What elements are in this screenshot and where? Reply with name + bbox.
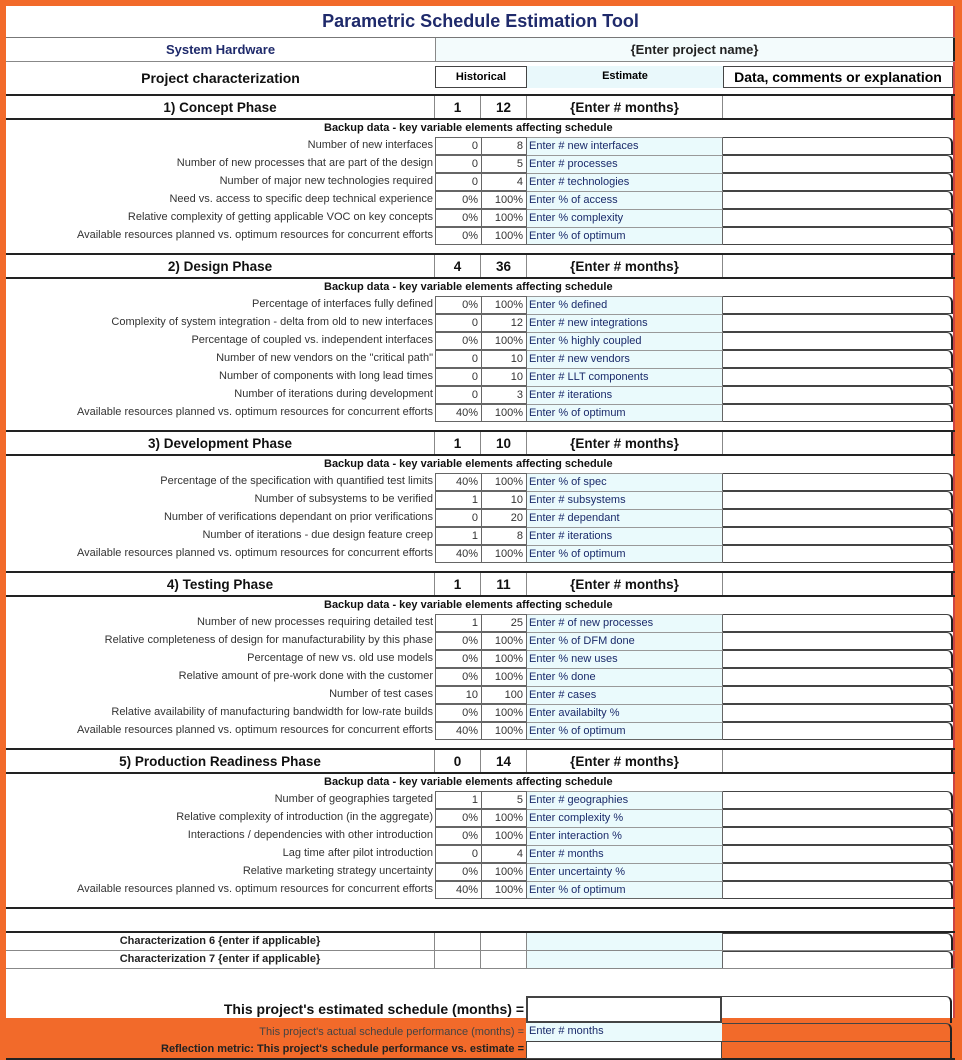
variable-row	[6, 314, 955, 332]
characterization-header: Project characterization	[141, 70, 300, 86]
characterizations-container	[6, 933, 955, 969]
variable-min: 40%	[435, 473, 481, 491]
variable-row	[6, 227, 955, 245]
variable-max: 100%	[481, 296, 527, 314]
variable-row	[6, 527, 955, 545]
characterization-hist-min[interactable]	[435, 933, 481, 950]
variable-label: Number of new processes requiring detailed test	[196, 616, 433, 628]
phase-name: 1) Concept Phase	[6, 96, 435, 118]
historical-max: 14	[481, 750, 527, 772]
variable-estimate-input[interactable]: Enter % of optimum	[527, 722, 723, 740]
characterization-label: Characterization 6 {enter if applicable}	[6, 933, 435, 950]
variable-comment-input[interactable]	[723, 650, 953, 668]
variable-max: 4	[481, 845, 527, 863]
variable-min: 0%	[435, 827, 481, 845]
variable-comment-input[interactable]	[723, 491, 953, 509]
variable-row	[6, 173, 955, 191]
backup-data-label	[6, 279, 955, 296]
variable-label: Available resources planned vs. optimum resources for concurrent efforts	[76, 724, 433, 736]
variable-row	[6, 155, 955, 173]
comments-header: Data, comments or explanation	[723, 66, 953, 88]
phase-name: 5) Production Readiness Phase	[6, 750, 435, 772]
actual-schedule-comment[interactable]	[722, 1023, 952, 1041]
backup-data-label	[6, 120, 955, 137]
variable-max: 100%	[481, 332, 527, 350]
variable-comment-input[interactable]	[723, 209, 953, 227]
variable-max: 100%	[481, 191, 527, 209]
variable-max: 12	[481, 314, 527, 332]
reflection-metric-label: Reflection metric: This project's schedule performance vs. estimate =	[161, 1043, 524, 1055]
variable-estimate-input[interactable]: Enter # geographies	[527, 791, 723, 809]
variable-row	[6, 350, 955, 368]
phase-divider	[6, 563, 955, 573]
historical-max: 12	[481, 96, 527, 118]
variable-estimate-input[interactable]: Enter % defined	[527, 296, 723, 314]
historical-max: 36	[481, 255, 527, 277]
variable-label: Number of verifications dependant on prior verifications	[163, 511, 433, 523]
variable-max: 100%	[481, 650, 527, 668]
phase-divider	[6, 740, 955, 750]
variable-row	[6, 632, 955, 650]
phase-comment-input[interactable]	[723, 573, 953, 595]
variable-min: 0	[435, 137, 481, 155]
variable-min: 0%	[435, 863, 481, 881]
characterization-hist-max[interactable]	[481, 933, 527, 950]
variable-comment-input[interactable]	[723, 704, 953, 722]
phase-divider	[6, 245, 955, 255]
variable-comment-input[interactable]	[723, 527, 953, 545]
variable-max: 10	[481, 350, 527, 368]
variable-min: 1	[435, 614, 481, 632]
variable-estimate-input[interactable]: Enter % of optimum	[527, 227, 723, 245]
variable-row	[6, 545, 955, 563]
project-category: System Hardware	[6, 38, 436, 61]
variable-estimate-input[interactable]: Enter # iterations	[527, 527, 723, 545]
variable-min: 0%	[435, 332, 481, 350]
phase-row	[6, 573, 955, 597]
historical-max: 11	[481, 573, 527, 595]
actual-schedule-input[interactable]: Enter # months	[526, 1023, 722, 1041]
variable-row	[6, 296, 955, 314]
variable-min: 0	[435, 155, 481, 173]
variable-label: Complexity of system integration - delta from old to new interfaces	[111, 316, 433, 328]
variable-min: 0%	[435, 209, 481, 227]
variable-max: 100%	[481, 632, 527, 650]
historical-min: 4	[435, 255, 481, 277]
variable-max: 100%	[481, 704, 527, 722]
estimated-schedule-comment[interactable]	[722, 996, 952, 1023]
variable-comment-input[interactable]	[723, 173, 953, 191]
variable-estimate-input[interactable]: Enter # technologies	[527, 173, 723, 191]
variable-comment-input[interactable]	[723, 332, 953, 350]
project-name-input[interactable]: {Enter project name}	[436, 38, 955, 61]
variable-comment-input[interactable]	[723, 863, 953, 881]
variable-max: 4	[481, 173, 527, 191]
phase-comment-input[interactable]	[723, 750, 953, 772]
variable-comment-input[interactable]	[723, 809, 953, 827]
variable-row	[6, 791, 955, 809]
variable-estimate-input[interactable]: Enter % of access	[527, 191, 723, 209]
variable-comment-input[interactable]	[723, 368, 953, 386]
variable-comment-input[interactable]	[723, 191, 953, 209]
variable-min: 0%	[435, 809, 481, 827]
characterization-comment-input[interactable]	[723, 951, 953, 968]
variable-label: Relative amount of pre-work done with the customer	[178, 670, 433, 682]
actual-schedule-row	[6, 1023, 955, 1041]
characterization-hist-min[interactable]	[435, 951, 481, 968]
variable-max: 100%	[481, 668, 527, 686]
variable-label: Number of iterations - due design feature creep	[202, 529, 433, 541]
variable-max: 10	[481, 368, 527, 386]
variable-row	[6, 386, 955, 404]
variable-estimate-input[interactable]: Enter % done	[527, 668, 723, 686]
characterization-estimate-input[interactable]	[527, 933, 723, 950]
actual-schedule-label: This project's actual schedule performance (months) =	[259, 1025, 524, 1038]
variable-comment-input[interactable]	[723, 881, 953, 899]
backup-data-label	[6, 456, 955, 473]
variable-label: Relative completeness of design for manufacturability by this phase	[104, 634, 433, 646]
variable-label: Number of new interfaces	[307, 139, 433, 151]
variable-min: 0	[435, 314, 481, 332]
variable-estimate-input[interactable]: Enter % of optimum	[527, 404, 723, 422]
variable-comment-input[interactable]	[723, 386, 953, 404]
variable-min: 0%	[435, 650, 481, 668]
page-title: Parametric Schedule Estimation Tool	[6, 6, 955, 38]
variable-row	[6, 473, 955, 491]
variable-label: Relative complexity of introduction (in the aggregate)	[176, 811, 433, 823]
variable-estimate-input[interactable]: Enter # subsystems	[527, 491, 723, 509]
variable-estimate-input[interactable]: Enter % new uses	[527, 650, 723, 668]
variable-estimate-input[interactable]: Enter % complexity	[527, 209, 723, 227]
variable-label: Percentage of new vs. old use models	[247, 652, 433, 664]
backup-data-text: Backup data - key variable elements affecting schedule	[324, 599, 613, 611]
historical-header: Historical	[435, 66, 527, 88]
variable-max: 100	[481, 686, 527, 704]
characterization-row	[6, 951, 955, 969]
variable-row	[6, 191, 955, 209]
variable-estimate-input[interactable]: Enter # iterations	[527, 386, 723, 404]
phase-name: 3) Development Phase	[6, 432, 435, 454]
phases-container	[6, 96, 955, 909]
variable-comment-input[interactable]	[723, 509, 953, 527]
variable-max: 5	[481, 155, 527, 173]
variable-row	[6, 137, 955, 155]
variable-label: Percentage of interfaces fully defined	[251, 298, 433, 310]
variable-max: 100%	[481, 881, 527, 899]
variable-row	[6, 845, 955, 863]
variable-row	[6, 881, 955, 899]
variable-comment-input[interactable]	[723, 614, 953, 632]
variable-min: 1	[435, 491, 481, 509]
phase-row	[6, 255, 955, 279]
variable-row	[6, 209, 955, 227]
variable-estimate-input[interactable]: Enter % highly coupled	[527, 332, 723, 350]
estimated-schedule-row	[6, 995, 955, 1023]
variable-label: Available resources planned vs. optimum resources for concurrent efforts	[76, 547, 433, 559]
variable-comment-input[interactable]	[723, 350, 953, 368]
variable-estimate-input[interactable]: Enter # new vendors	[527, 350, 723, 368]
spacer	[6, 909, 955, 933]
variable-row	[6, 368, 955, 386]
variable-min: 0	[435, 386, 481, 404]
phase-comment-input[interactable]	[723, 432, 953, 454]
phase-estimate-input[interactable]: {Enter # months}	[527, 750, 723, 772]
variable-max: 5	[481, 791, 527, 809]
variable-estimate-input[interactable]: Enter # LLT components	[527, 368, 723, 386]
variable-min: 40%	[435, 881, 481, 899]
variable-label: Number of new vendors on the "critical path"	[216, 352, 433, 364]
schedule-estimation-sheet	[6, 6, 955, 1060]
phase-name: 4) Testing Phase	[6, 573, 435, 595]
variable-comment-input[interactable]	[723, 404, 953, 422]
variable-estimate-input[interactable]: Enter # new interfaces	[527, 137, 723, 155]
variable-comment-input[interactable]	[723, 632, 953, 650]
phase-estimate-input[interactable]: {Enter # months}	[527, 432, 723, 454]
variable-comment-input[interactable]	[723, 722, 953, 740]
historical-min: 1	[435, 96, 481, 118]
variable-comment-input[interactable]	[723, 227, 953, 245]
variable-label: Number of test cases	[329, 688, 433, 700]
variable-max: 100%	[481, 209, 527, 227]
variable-min: 10	[435, 686, 481, 704]
phase-estimate-input[interactable]: {Enter # months}	[527, 96, 723, 118]
variable-max: 100%	[481, 473, 527, 491]
variable-row	[6, 704, 955, 722]
phase-estimate-input[interactable]: {Enter # months}	[527, 573, 723, 595]
variable-estimate-input[interactable]: Enter complexity %	[527, 809, 723, 827]
variable-label: Number of new processes that are part of the design	[176, 157, 433, 169]
characterization-estimate-input[interactable]	[527, 951, 723, 968]
variable-estimate-input[interactable]: Enter % of spec	[527, 473, 723, 491]
variable-estimate-input[interactable]: Enter availabilty %	[527, 704, 723, 722]
variable-comment-input[interactable]	[723, 668, 953, 686]
column-header-row	[6, 62, 955, 96]
phase-row	[6, 96, 955, 120]
variable-label: Number of components with long lead times	[219, 370, 433, 382]
variable-label: Need vs. access to specific deep technical experience	[169, 193, 433, 205]
characterization-row	[6, 933, 955, 951]
variable-row	[6, 827, 955, 845]
variable-label: Available resources planned vs. optimum resources for concurrent efforts	[76, 229, 433, 241]
reflection-metric-comment[interactable]	[722, 1041, 952, 1059]
historical-min: 0	[435, 750, 481, 772]
variable-estimate-input[interactable]: Enter # months	[527, 845, 723, 863]
variable-label: Available resources planned vs. optimum resources for concurrent efforts	[76, 883, 433, 895]
variable-min: 40%	[435, 722, 481, 740]
estimated-schedule-value[interactable]	[526, 996, 722, 1023]
variable-label: Relative complexity of getting applicable VOC on key concepts	[127, 211, 433, 223]
variable-comment-input[interactable]	[723, 845, 953, 863]
variable-row	[6, 332, 955, 350]
variable-estimate-input[interactable]: Enter # cases	[527, 686, 723, 704]
phase-estimate-input[interactable]: {Enter # months}	[527, 255, 723, 277]
variable-max: 100%	[481, 809, 527, 827]
estimate-header: Estimate	[527, 66, 723, 88]
variable-row	[6, 668, 955, 686]
characterization-hist-max[interactable]	[481, 951, 527, 968]
variable-min: 0%	[435, 632, 481, 650]
reflection-metric-value[interactable]	[526, 1041, 722, 1059]
variable-min: 40%	[435, 545, 481, 563]
historical-min: 1	[435, 573, 481, 595]
variable-label: Number of iterations during development	[234, 388, 433, 400]
variable-estimate-input[interactable]: Enter interaction %	[527, 827, 723, 845]
variable-max: 100%	[481, 227, 527, 245]
variable-min: 0	[435, 368, 481, 386]
variable-comment-input[interactable]	[723, 791, 953, 809]
variable-estimate-input[interactable]: Enter % of optimum	[527, 545, 723, 563]
variable-row	[6, 686, 955, 704]
backup-data-text: Backup data - key variable elements affecting schedule	[324, 776, 613, 788]
backup-data-text: Backup data - key variable elements affecting schedule	[324, 458, 613, 470]
variable-max: 25	[481, 614, 527, 632]
variable-comment-input[interactable]	[723, 314, 953, 332]
variable-min: 1	[435, 527, 481, 545]
phase-divider	[6, 899, 955, 909]
variable-label: Number of subsystems to be verified	[254, 493, 433, 505]
variable-estimate-input[interactable]: Enter uncertainty %	[527, 863, 723, 881]
variable-comment-input[interactable]	[723, 545, 953, 563]
variable-max: 100%	[481, 827, 527, 845]
variable-max: 100%	[481, 545, 527, 563]
variable-row	[6, 722, 955, 740]
variable-row	[6, 404, 955, 422]
backup-data-text: Backup data - key variable elements affecting schedule	[324, 122, 613, 134]
reflection-metric-row	[6, 1041, 955, 1060]
variable-comment-input[interactable]	[723, 827, 953, 845]
variable-label: Percentage of coupled vs. independent interfaces	[191, 334, 433, 346]
variable-min: 1	[435, 791, 481, 809]
backup-data-text: Backup data - key variable elements affecting schedule	[324, 281, 613, 293]
phase-divider	[6, 422, 955, 432]
variable-min: 0%	[435, 191, 481, 209]
backup-data-label	[6, 597, 955, 614]
variable-row	[6, 809, 955, 827]
historical-max: 10	[481, 432, 527, 454]
variable-row	[6, 863, 955, 881]
phase-comment-input[interactable]	[723, 96, 953, 118]
variable-min: 0%	[435, 296, 481, 314]
phase-row	[6, 432, 955, 456]
variable-max: 20	[481, 509, 527, 527]
variable-min: 0%	[435, 704, 481, 722]
variable-comment-input[interactable]	[723, 686, 953, 704]
phase-comment-input[interactable]	[723, 255, 953, 277]
variable-max: 8	[481, 137, 527, 155]
estimated-schedule-label: This project's estimated schedule (months) =	[223, 1001, 524, 1017]
variable-label: Number of geographies targeted	[274, 793, 433, 805]
variable-label: Relative availability of manufacturing bandwidth for low-rate builds	[111, 706, 433, 718]
variable-row	[6, 614, 955, 632]
variable-label: Relative marketing strategy uncertainty	[242, 865, 433, 877]
variable-estimate-input[interactable]: Enter % of DFM done	[527, 632, 723, 650]
characterization-label: Characterization 7 {enter if applicable}	[6, 951, 435, 968]
variable-estimate-input[interactable]: Enter % of optimum	[527, 881, 723, 899]
variable-estimate-input[interactable]: Enter # new integrations	[527, 314, 723, 332]
variable-label: Percentage of the specification with quantified test limits	[160, 475, 433, 487]
variable-label: Lag time after pilot introduction	[282, 847, 433, 859]
variable-min: 0%	[435, 668, 481, 686]
backup-data-label	[6, 774, 955, 791]
variable-max: 100%	[481, 722, 527, 740]
variable-max: 10	[481, 491, 527, 509]
variable-label: Interactions / dependencies with other introduction	[187, 829, 433, 841]
variable-comment-input[interactable]	[723, 137, 953, 155]
variable-comment-input[interactable]	[723, 473, 953, 491]
variable-row	[6, 509, 955, 527]
variable-max: 3	[481, 386, 527, 404]
spreadsheet-frame	[6, 6, 955, 1055]
variable-row	[6, 491, 955, 509]
variable-min: 0%	[435, 227, 481, 245]
variable-estimate-input[interactable]: Enter # of new processes	[527, 614, 723, 632]
variable-row	[6, 650, 955, 668]
variable-min: 0	[435, 509, 481, 527]
variable-max: 100%	[481, 404, 527, 422]
variable-label: Number of major new technologies required	[219, 175, 433, 187]
variable-comment-input[interactable]	[723, 296, 953, 314]
variable-max: 100%	[481, 863, 527, 881]
project-row	[6, 38, 955, 62]
phase-row	[6, 750, 955, 774]
variable-label: Available resources planned vs. optimum resources for concurrent efforts	[76, 406, 433, 418]
phase-name: 2) Design Phase	[6, 255, 435, 277]
variable-comment-input[interactable]	[723, 155, 953, 173]
characterization-comment-input[interactable]	[723, 933, 953, 950]
variable-min: 0	[435, 350, 481, 368]
variable-max: 8	[481, 527, 527, 545]
historical-min: 1	[435, 432, 481, 454]
variable-estimate-input[interactable]: Enter # dependant	[527, 509, 723, 527]
variable-min: 0	[435, 845, 481, 863]
variable-min: 0	[435, 173, 481, 191]
variable-min: 40%	[435, 404, 481, 422]
variable-estimate-input[interactable]: Enter # processes	[527, 155, 723, 173]
